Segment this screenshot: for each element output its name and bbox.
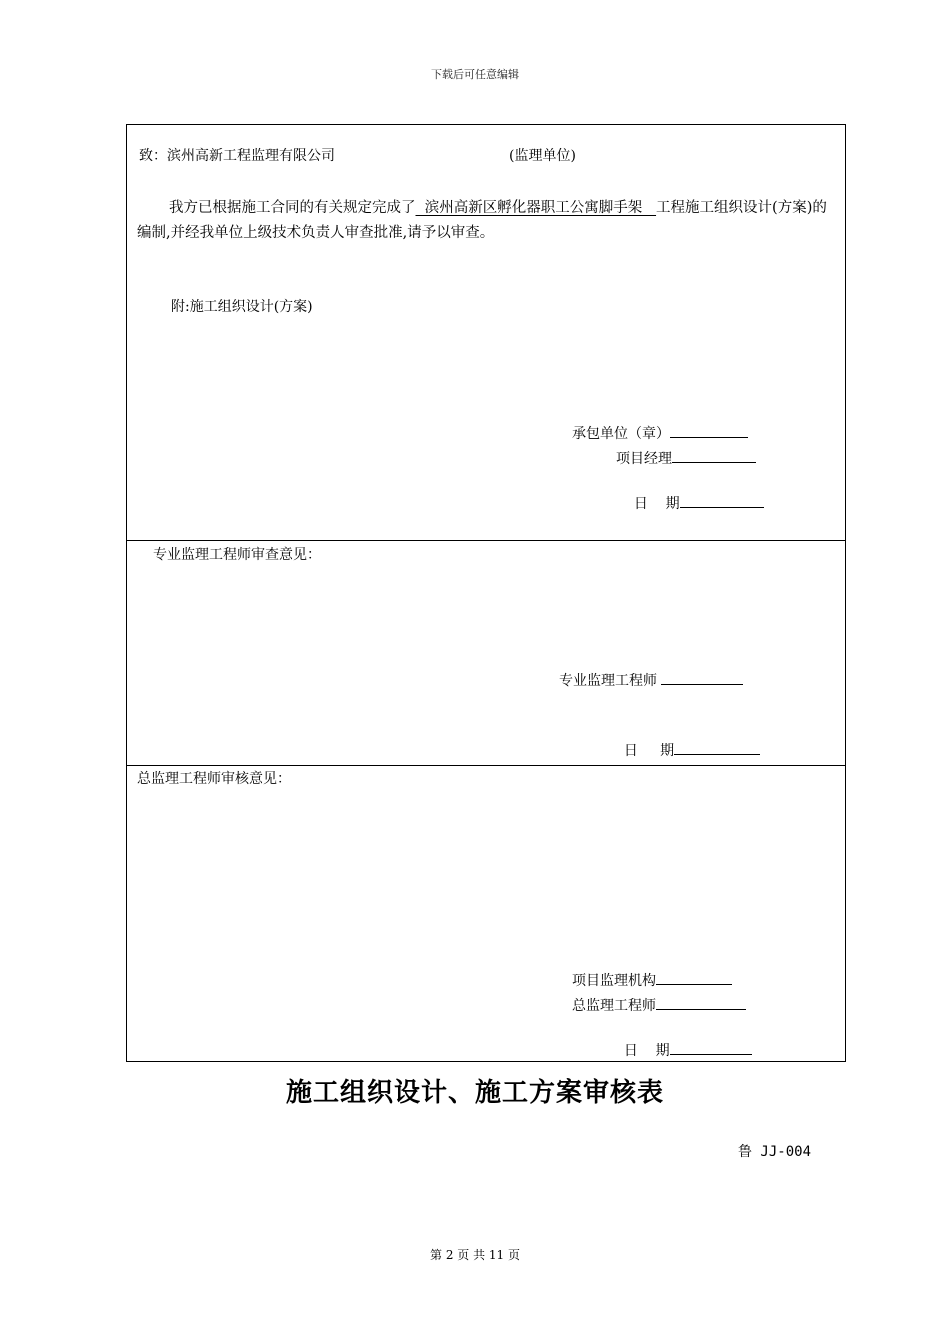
- date-row-1: [616, 471, 764, 534]
- page-footer: 第 2 页 共 11 页: [430, 1248, 520, 1262]
- form-title: 施工组织设计、施工方案审核表: [285, 1078, 664, 1108]
- contractor-signature-blank[interactable]: [670, 421, 748, 438]
- submission-paragraph: [137, 196, 839, 246]
- contractor-signature-row: [572, 421, 748, 444]
- date-blank-1[interactable]: [680, 491, 764, 508]
- engineer-signature-blank[interactable]: [661, 668, 743, 685]
- org-signature-blank[interactable]: [656, 968, 732, 985]
- engineer-label: 专业监理工程师: [559, 673, 657, 689]
- date-label-3: 日 期: [623, 1043, 670, 1059]
- date-label-1: 日 期: [633, 496, 680, 512]
- date-blank-3[interactable]: [670, 1038, 752, 1055]
- date-blank-2[interactable]: [674, 738, 760, 755]
- chief-signature-blank[interactable]: [656, 993, 746, 1010]
- chief-label: 总监理工程师: [572, 998, 656, 1014]
- chief-review-heading: 总监理工程师审核意见：: [137, 771, 291, 787]
- manager-label: 项目经理: [616, 451, 672, 467]
- attachment-label: 附:施工组织设计(方案): [171, 299, 313, 315]
- body-text-pre: 我方已根据施工合同的有关规定完成了: [169, 200, 416, 216]
- header-note: 下载后可任意编辑: [431, 68, 519, 81]
- date-row-2: [606, 718, 760, 781]
- engineer-signature-row: [559, 668, 743, 691]
- section-divider-2: [127, 765, 845, 766]
- date-label-2: 日 期: [623, 743, 675, 759]
- manager-signature-row: [616, 446, 756, 469]
- recipient-label: 致：滨州高新工程监理有限公司: [139, 148, 335, 164]
- review-form: [126, 124, 846, 1062]
- body-text-post: 工程施工组织设计(方案)的编制,并经我单位上级技术负责人审查批准,请予以审查。: [137, 200, 827, 241]
- project-name: 滨州高新区孵化器职工公寓脚手架: [415, 200, 657, 216]
- org-label: 项目监理机构: [572, 973, 656, 989]
- form-code: 鲁 JJ-004: [738, 1144, 812, 1160]
- chief-signature-row: [572, 993, 746, 1016]
- engineer-review-heading: 专业监理工程师审查意见：: [153, 547, 321, 563]
- org-signature-row: [572, 968, 732, 991]
- manager-signature-blank[interactable]: [672, 446, 756, 463]
- contractor-label: 承包单位（章）: [572, 426, 670, 442]
- section-divider-1: [127, 540, 845, 541]
- supervision-unit-label: (监理单位): [509, 148, 576, 164]
